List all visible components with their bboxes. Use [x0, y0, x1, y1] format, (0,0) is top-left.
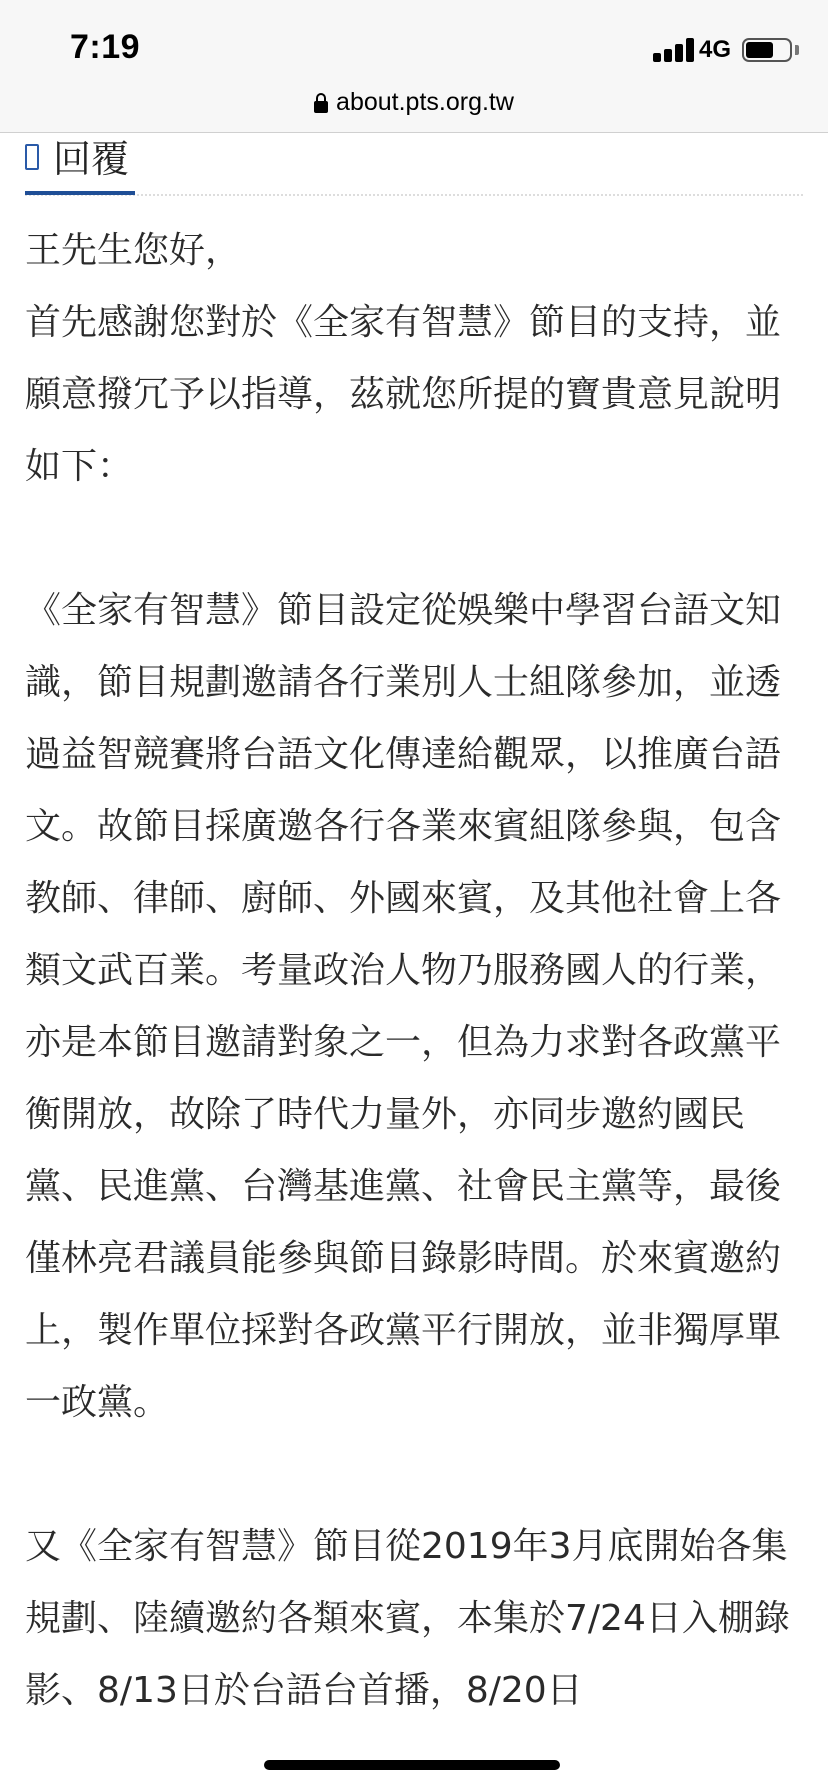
battery-level-fill [746, 42, 773, 58]
home-indicator[interactable] [264, 1760, 560, 1770]
reply-content [25, 215, 805, 1727]
battery-icon [742, 38, 792, 62]
paragraph-spacer [25, 1439, 805, 1511]
reply-icon [25, 144, 39, 170]
paragraph-spacer [25, 503, 805, 575]
paragraph-guest-policy: 《全家有智慧》節目設定從娛樂中學習台語文知識，節目規劃邀請各行業別人士組隊參加，並透過益智競賽將台語文化傳達給觀眾，以推廣台語文。故節目採廣邀各行各業來賓組隊參與，包含教師、律師、廚師、外國來賓，及其他社會上各類文武百業。考量政治人物乃服務國人的行業，亦是本節目邀請對象之一，但為力求對各政黨平衡開放，故除了時代力量外，亦同步邀約國民黨、民進黨、台灣基進黨、社會民主黨等，最後僅林亮君議員能參與節目錄影時間。於來賓邀約上，製作單位採對各政黨平行開放，並非獨厚單一政黨。 [25, 590, 782, 1423]
lock-icon [314, 93, 328, 113]
battery-nub [795, 45, 799, 55]
paragraph-schedule: 又《全家有智慧》節目從2019年3月底開始各集規劃、陸續邀約各類來賓，本集於7/24日入棚錄影、8/13日於台語台首播，8/20日 [25, 1526, 790, 1711]
reply-section-header [25, 134, 803, 196]
paragraph-intro: 首先感謝您對於《全家有智慧》節目的支持，並願意撥冗予以指導，茲就您所提的寶貴意見說明如下： [25, 302, 782, 487]
reply-section-title: 回覆 [53, 137, 130, 181]
greeting-text: 王先生您好， [25, 230, 242, 271]
url-display[interactable] [0, 88, 828, 117]
status-bar [0, 0, 828, 96]
section-title-underline [25, 191, 135, 195]
network-type: 4G [699, 36, 732, 63]
address-bar[interactable] [0, 84, 828, 133]
cellular-signal-icon [653, 38, 703, 62]
url-text[interactable]: about.pts.org.tw [336, 88, 514, 116]
status-time: 7:19 [70, 28, 141, 66]
